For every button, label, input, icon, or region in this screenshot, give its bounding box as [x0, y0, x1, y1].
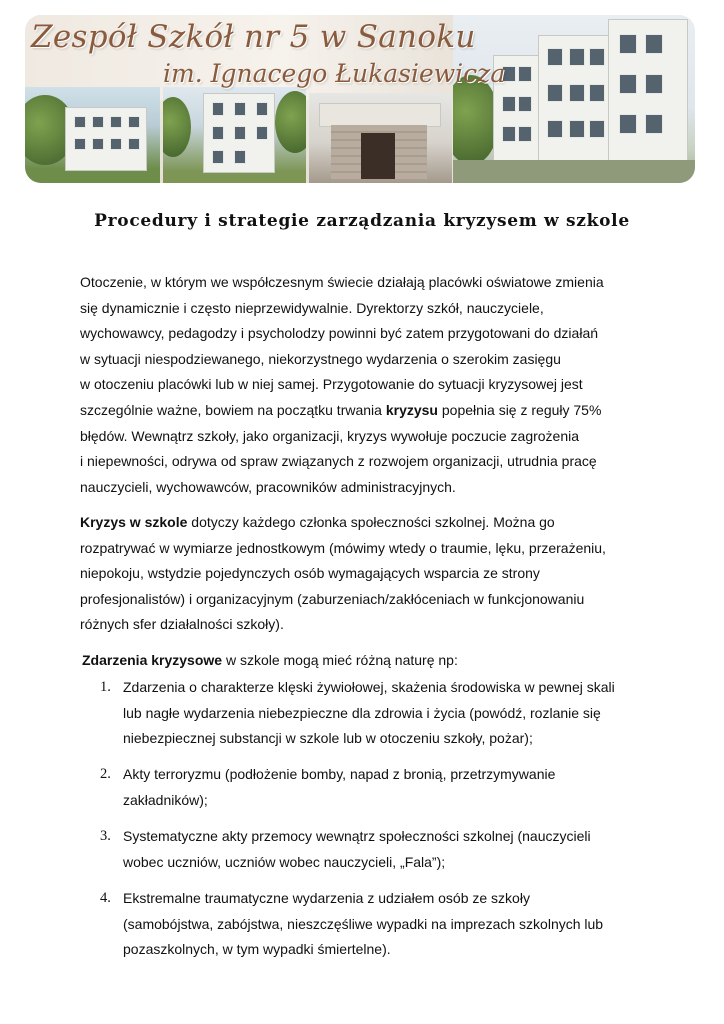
- intro-paragraph: [80, 270, 650, 500]
- text-line: w sytuacji niespodziewanego, niekorzystnego wydarzenia o szerokim zasięgu: [80, 350, 561, 367]
- text-run: dotyczy każdego członka społeczności szkolnej. Można go: [187, 514, 555, 530]
- text-line: [82, 648, 652, 674]
- text-line: w otoczeniu placówki lub w niej samej. Przygotowanie do sytuacji kryzysowej jest: [80, 376, 583, 393]
- list-number: 2.: [100, 766, 111, 783]
- text-line: lub nagłe wydarzenia niebezpieczne dla zdrowia i życia (powódź, rozlanie się: [123, 704, 601, 721]
- school-building-photo: [453, 15, 695, 183]
- school-photo-2: [163, 87, 306, 183]
- text-line: Systematyczne akty przemocy wewnątrz społeczności szkolnej (nauczycieli: [123, 828, 591, 845]
- text-line: błędów. Wewnątrz szkoły, jako organizacji, kryzys wywołuje poczucie zagrożenia: [80, 427, 580, 444]
- text-line: niebezpiecznej substancji w szkole lub w otoczeniu szkoły, pożar);: [123, 730, 533, 747]
- text-run: popełnia się z reguły 75%: [437, 401, 602, 418]
- school-entrance-photo: [309, 93, 452, 183]
- text-run: szczególnie ważne, bowiem na początku trwania: [80, 401, 386, 418]
- text-run: w szkole mogą mieć różną naturę np:: [222, 652, 458, 668]
- text-line: wychowawcy, pedagodzy i psycholodzy powinni być zatem przygotowani do działań: [80, 325, 599, 342]
- crisis-events-list: [80, 675, 660, 973]
- list-number: 3.: [100, 828, 111, 845]
- text-line: się dynamicznie i często nieprzewidywalnie. Dyrektorzy szkół, nauczyciele,: [80, 299, 544, 316]
- text-line: wobec uczniów, uczniów wobec nauczycieli, „Fala”);: [123, 853, 446, 870]
- document-title: Procedury i strategie zarządzania kryzysem w szkole: [94, 211, 630, 231]
- crisis-definition-paragraph: [80, 510, 650, 638]
- text-line: [80, 510, 650, 536]
- text-line: niepokoju, wstydzie pojedynczych osób wymagających wsparcia ze strony: [80, 565, 540, 582]
- text-line: Otoczenie, w którym we współczesnym świecie działają placówki oświatowe zmienia: [80, 274, 604, 290]
- text-line: pozaszkolnych, w tym wypadki śmiertelne).: [123, 941, 391, 958]
- crisis-events-intro: [82, 648, 652, 674]
- text-line: nauczycieli, wychowawców, pracowników administracyjnych.: [80, 478, 456, 495]
- text-line: i niepewności, odrywa od spraw związanych z rozwojem organizacji, utrudnia pracę: [80, 453, 597, 470]
- list-item: [80, 824, 660, 875]
- bold-term-zdarzenia-kryzysowe: Zdarzenia kryzysowe: [82, 652, 223, 668]
- text-line: Ekstremalne traumatyczne wydarzenia z udziałem osób ze szkoły: [123, 889, 530, 906]
- text-line: zakładników);: [123, 791, 208, 808]
- text-line: (samobójstwa, zabójstwa, nieszczęśliwe wypadki na imprezach szkolnych lub: [123, 915, 604, 932]
- text-line: [80, 398, 650, 424]
- bold-term-kryzysu: kryzysu: [385, 401, 438, 418]
- text-line: Zdarzenia o charakterze klęski żywiołowej, skażenia środowiska w pewnej skali: [123, 679, 615, 695]
- banner-school-name: Zespół Szkół nr 5 w Sanoku: [31, 19, 476, 55]
- list-number: 1.: [100, 679, 111, 695]
- list-item: [80, 762, 660, 813]
- list-number: 4.: [100, 889, 111, 906]
- list-item: [80, 886, 660, 963]
- text-line: Akty terroryzmu (podłożenie bomby, napad z bronią, przetrzymywanie: [123, 766, 556, 783]
- banner-school-patron: im. Ignacego Łukasiewicza: [163, 59, 506, 88]
- school-photo-1: [25, 87, 160, 183]
- text-line: rozpatrywać w wymiarze jednostkowym (mówimy wtedy o traumie, lęku, przerażeniu,: [80, 539, 606, 556]
- text-line: profesjonalistów) i organizacyjnym (zaburzeniach/zakłóceniach w funkcjonowaniu: [80, 590, 585, 607]
- bold-term-kryzys-w-szkole: Kryzys w szkole: [80, 514, 188, 530]
- list-item: [80, 675, 660, 752]
- text-line: różnych sfer działalności szkoły).: [80, 616, 284, 633]
- header-banner: [25, 15, 695, 183]
